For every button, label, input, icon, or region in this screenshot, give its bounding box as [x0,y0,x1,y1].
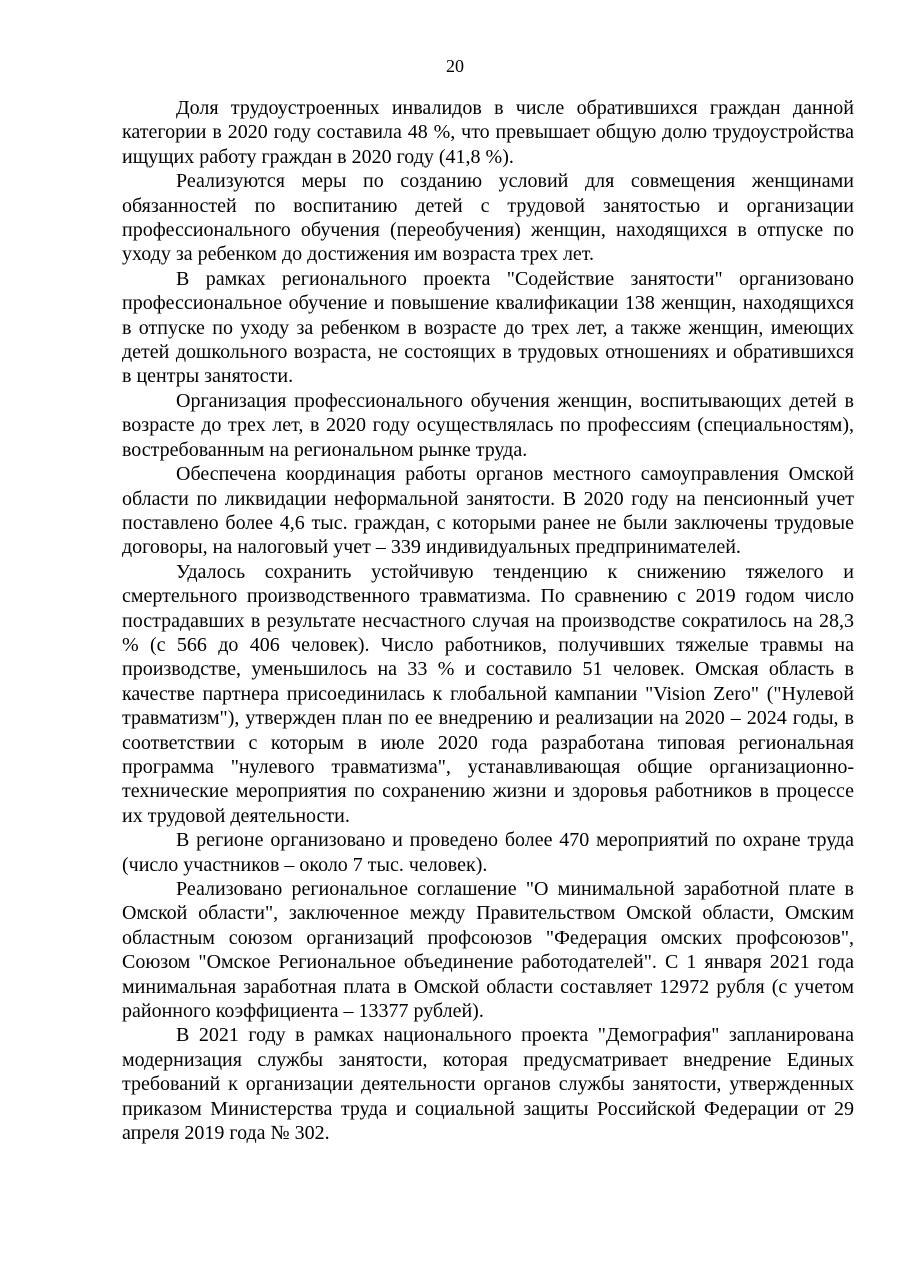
paragraph: Реализовано региональное соглашение "О минимальной заработной плате в Омской области", заключенное между Правительством Омской области, Омским областным союзом организаций профсоюзов "Федерация омских профсоюзов", Союзом "Омское Региональное объединение работодателей". С 1 января 2021 года минимальная заработная плата в Омской области составляет 12972 рубля (с учетом районного коэффициента – 13377 рублей). [122,878,854,1023]
paragraph: Доля трудоустроенных инвалидов в числе обратившихся граждан данной категории в 2020 году составила 48 %, что превышает общую долю трудоустройства ищущих работу граждан в 2020 году (41,8 %). [122,97,854,168]
paragraph: В регионе организовано и проведено более 470 мероприятий по охране труда (число участников – около 7 тыс. человек). [122,829,854,876]
paragraph: Удалось сохранить устойчивую тенденцию к снижению тяжелого и смертельного производственного травматизма. По сравнению с 2019 годом число пострадавших в результате несчастного случая на производстве сократилось на 28,3 % (с 566 до 406 человек). Число работников, получивших тяжелые травмы на производстве, уменьшилось на 33 % и составило 51 человек. Омская область в качестве партнера присоединилась к глобальной кампании "Vision Zero" ("Нулевой травматизм"), утвержден план по ее внедрению и реализации на 2020 – 2024 годы, в соответствии с которым в июле 2020 года разработана типовая региональная программа "нулевого травматизма", устанавливающая общие организационно-технические мероприятия по сохранению жизни и здоровья работников в процессе их трудовой деятельности. [122,560,854,827]
paragraph: Обеспечена координация работы органов местного самоуправления Омской области по ликвидации неформальной занятости. В 2020 году на пенсионный учет поставлено более 4,6 тыс. граждан, с которыми ранее не были заключены трудовые договоры, на налоговый учет – 339 индивидуальных предпринимателей. [122,463,854,559]
paragraph: Организация профессионального обучения женщин, воспитывающих детей в возрасте до трех лет, в 2020 году осуществлялась по профессиям (специальностям), востребованным на региональном рынке труда. [122,389,854,461]
paragraph: Реализуются меры по созданию условий для совмещения женщинами обязанностей по воспитанию детей с трудовой занятостью и организации профессионального обучения (переобучения) женщин, находящихся в отпуске по уходу за ребенком до достижения им возраста трех лет. [122,170,854,266]
paragraph: В рамках регионального проекта "Содействие занятости" организовано профессиональное обучение и повышение квалификации 138 женщин, находящихся в отпуске по уходу за ребенком в возрасте до трех лет, а также женщин, имеющих детей дошкольного возраста, не состоящих в трудовых отношениях и обратившихся в центры занятости. [122,267,854,388]
paragraph: В 2021 году в рамках национального проекта "Демография" запланирована модернизация службы занятости, которая предусматривает внедрение Единых требований к организации деятельности органов службы занятости, утвержденных приказом Министерства труда и социальной защиты Российской Федерации от 29 апреля 2019 года № 302. [122,1024,854,1145]
page-number: 20 [446,56,464,76]
document-body [122,96,854,1145]
